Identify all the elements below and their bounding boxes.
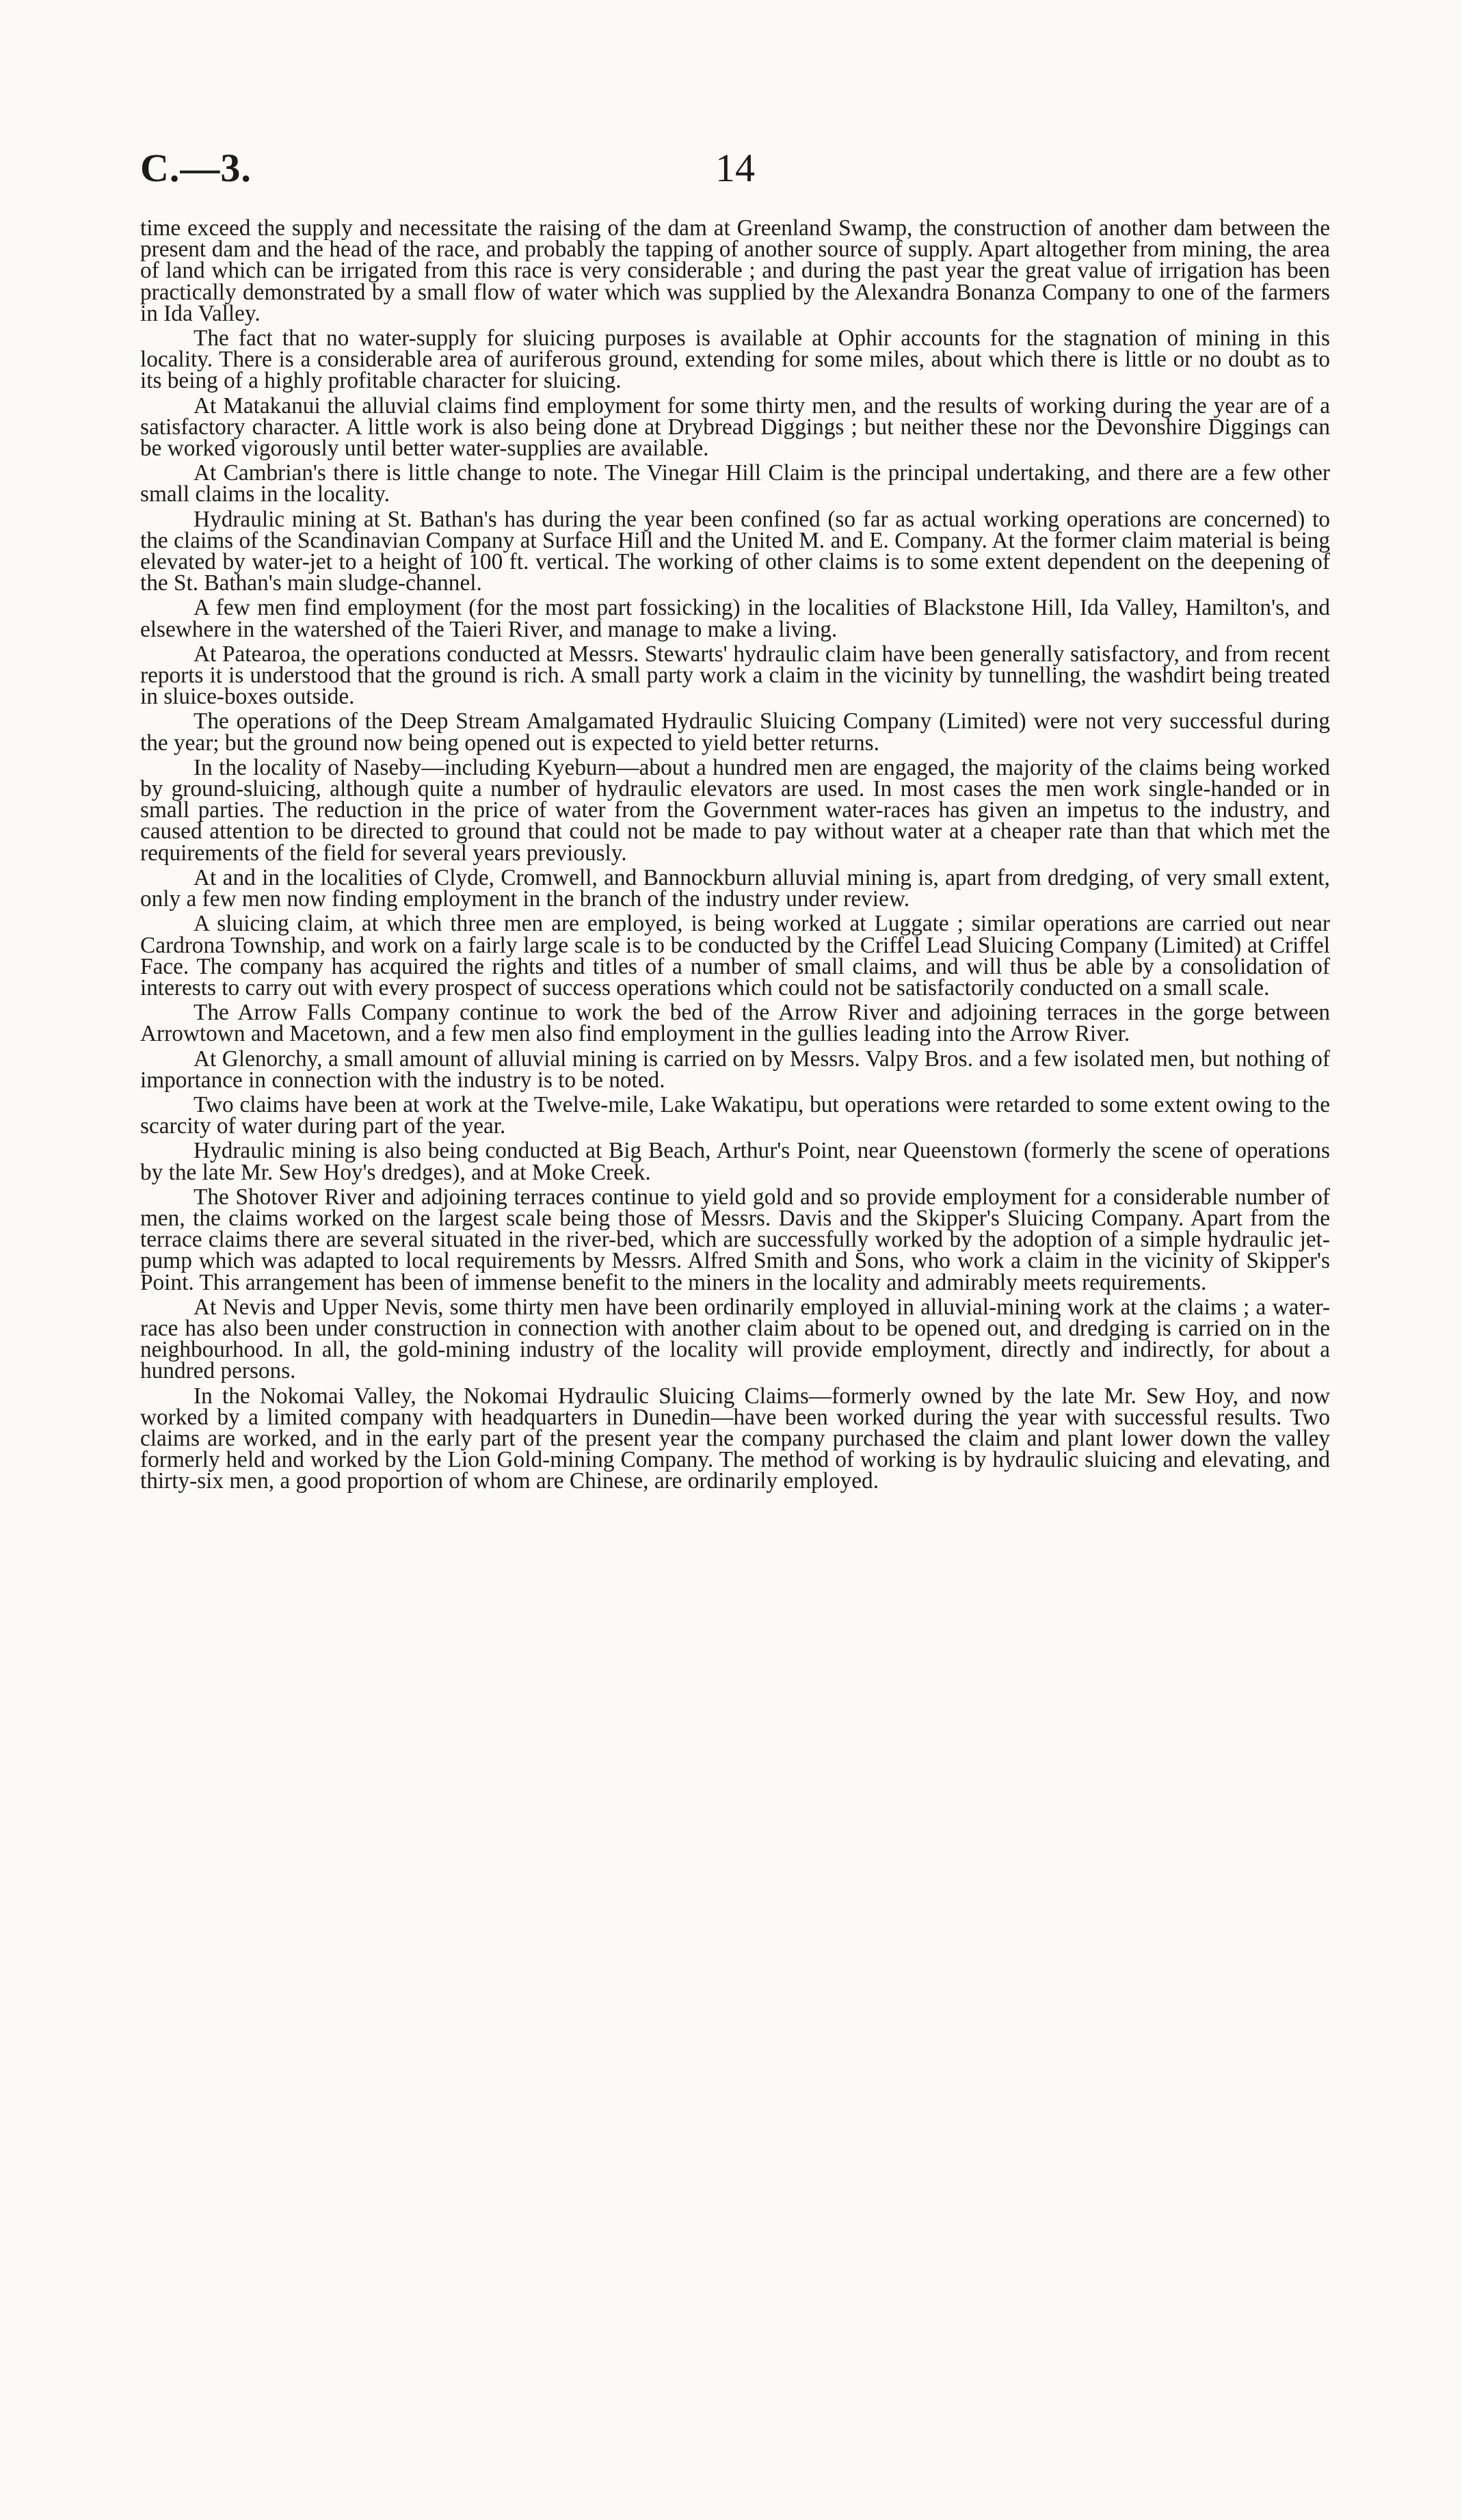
paragraph-cambrians: At Cambrian's there is little change to note. The Vinegar Hill Claim is the principal undertaking, and there are a few other small claims in the locality. — [140, 460, 1330, 507]
document-body — [140, 217, 1330, 1496]
page-number: 14 — [715, 146, 755, 190]
paragraph-deep-stream: The operations of the Deep Stream Amalgamated Hydraulic Sluicing Company (Limited) were not very successful during the year; but the ground now being opened out is expected to yield better returns. — [140, 708, 1330, 756]
paragraph-patearoa: At Patearoa, the operations conducted at Messrs. Stewarts' hydraulic claim have been generally satisfactory, and from recent reports it is understood that the ground is rich. A small party work a claim in the vicinity by tunnelling, the washdirt being treated in sluice-boxes outside. — [140, 641, 1330, 710]
paragraph-glenorchy: At Glenorchy, a small amount of alluvial mining is carried on by Messrs. Valpy Bros. and a few isolated men, but nothing of importance in connection with the industry is to be noted. — [140, 1046, 1330, 1093]
paragraph-clyde: At and in the localities of Clyde, Cromwell, and Bannockburn alluvial mining is, apart from dredging, of very small extent, only a few men now finding employment in the branch of the industry under review. — [140, 864, 1330, 912]
paragraph-shotover: The Shotover River and adjoining terraces continue to yield gold and so provide employment for a considerable number of men, the claims worked on the largest scale being those of Messrs. Davis and the Skipper's Sluicing Company. Apart from the terrace claims there are several situated in the river-bed, which are successfully worked by the adoption of a simple hydraulic jet-pump which was adapted to local requirements by Messrs. Alfred Smith and Sons, who work a claim in the vicinity of Skipper's Point. This arrangement has been of immense benefit to the miners in the locality and admirably meets requirements. — [140, 1184, 1330, 1295]
paragraph-big-beach: Hydraulic mining is also being conducted at Big Beach, Arthur's Point, near Queenstown (formerly the scene of operations by the late Mr. Sew Hoy's dredges), and at Moke Creek. — [140, 1138, 1330, 1185]
paragraph-blackstone-hill: A few men find employment (for the most part fossicking) in the localities of Blackstone Hill, Ida Valley, Hamilton's, and elsewhere in the watershed of the Taieri River, and manage to make a living. — [140, 595, 1330, 642]
section-reference: C.—3. — [140, 146, 252, 190]
paragraph-continued: time exceed the supply and necessitate the raising of the dam at Greenland Swamp, the construction of another dam between the present dam and the head of the race, and probably the tapping of another source of supply. Apart altogether from mining, the area of land which can be irrigated from this race is very considerable ; and during the past year the great value of irrigation has been practically demonstrated by a small flow of water which was supplied by the Alexandra Bonanza Company to one of the farmers in Ida Valley. — [140, 215, 1330, 326]
paragraph-arrow-falls: The Arrow Falls Company continue to work the bed of the Arrow River and adjoining terraces in the gorge between Arrowtown and Macetown, and a few men also find employment in the gullies leading into the Arrow River. — [140, 1000, 1330, 1047]
paragraph-luggate: A sluicing claim, at which three men are employed, is being worked at Luggate ; similar operations are carried out near Cardrona Township, and work on a fairly large scale is to be conducted by the Criffel Lead Sluicing Company (Limited) at Criffel Face. The company has acquired the rights and titles of a number of small claims, and will thus be able by a consolidation of interests to carry out with every prospect of success operations which could not be satisfactorily conducted on a small scale. — [140, 911, 1330, 1000]
paragraph-nokomai: In the Nokomai Valley, the Nokomai Hydraulic Sluicing Claims—formerly owned by the late Mr. Sew Hoy, and now worked by a limited company with headquarters in Dunedin—have been worked during the year with successful results. Two claims are worked, and in the early part of the present year the company purchased the claim and plant lower down the valley formerly held and worked by the Lion Gold-mining Company. The method of working is by hydraulic sluicing and elevating, and thirty-six men, a good proportion of whom are Chinese, are ordinarily employed. — [140, 1383, 1330, 1494]
paragraph-ophir: The fact that no water-supply for sluicing purposes is available at Ophir accounts for the stagnation of mining in this locality. There is a considerable area of auriferous ground, extending for some miles, about which there is little or no doubt as to its being of a highly profitable character for sluicing. — [140, 326, 1330, 394]
paragraph-st-bathans: Hydraulic mining at St. Bathan's has during the year been confined (so far as actual working operations are concerned) to the claims of the Scandinavian Company at Surface Hill and the United M. and E. Company. At the former claim material is being elevated by water-jet to a height of 100 ft. vertical. The working of other claims is to some extent dependent on the deepening of the St. Bathan's main sludge-channel. — [140, 506, 1330, 596]
paragraph-twelve-mile: Two claims have been at work at the Twelve-mile, Lake Wakatipu, but operations were retarded to some extent owing to the scarcity of water during part of the year. — [140, 1091, 1330, 1139]
page-header — [140, 145, 1330, 200]
paragraph-nevis: At Nevis and Upper Nevis, some thirty men have been ordinarily employed in alluvial-mining work at the claims ; a water-race has also been under construction in connection with another claim about to be opened out, and dredging is carried on in the neighbourhood. In all, the gold-mining industry of the locality will provide employment, directly and indirectly, for about a hundred persons. — [140, 1294, 1330, 1384]
paragraph-naseby: In the locality of Naseby—including Kyeburn—about a hundred men are engaged, the majority of the claims being worked by ground-sluicing, although quite a number of hydraulic elevators are used. In most cases the men work single-handed or in small parties. The reduction in the price of water from the Government water-races has given an impetus to the industry, and caused attention to be directed to ground that could not be made to pay without water at a cheaper rate than that which met the requirements of the field for several years previously. — [140, 754, 1330, 866]
paragraph-matakanui: At Matakanui the alluvial claims find employment for some thirty men, and the results of working during the year are of a satisfactory character. A little work is also being done at Drybread Diggings ; but neither these nor the Devonshire Diggings can be worked vigorously until better water-supplies are available. — [140, 393, 1330, 462]
